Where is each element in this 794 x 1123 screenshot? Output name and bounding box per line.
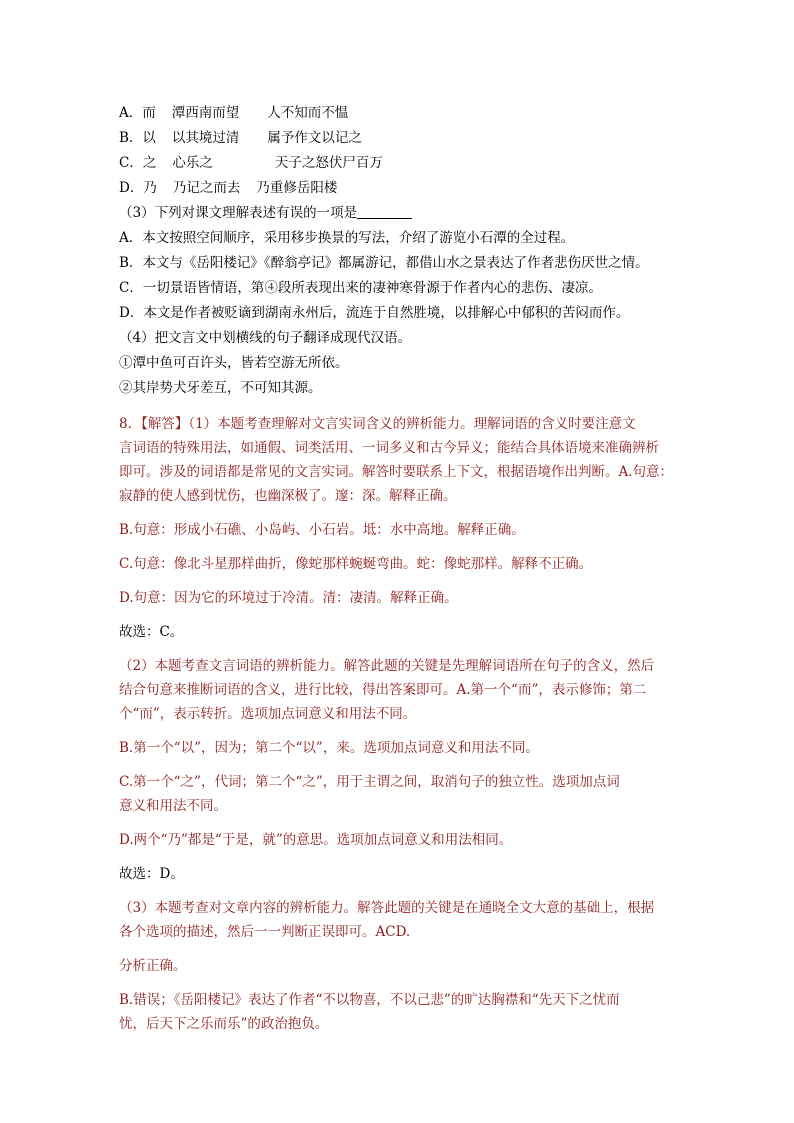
option-b-label: B．以 xyxy=(119,130,156,146)
answer-3-line-3: 分析正确。 xyxy=(119,958,187,974)
answer-2-line-2: 结合句意来推断词语的含义，进行比较，得出答案即可。A.第一个“而”，表示修饰；第二 xyxy=(119,682,647,698)
option-a-label: A．而 xyxy=(119,105,156,121)
answer-2-choice: 故选：D。 xyxy=(119,866,184,882)
question-3-stem xyxy=(119,201,679,225)
option-c-phrase-2: 天子之怒伏尸百万 xyxy=(274,155,383,171)
question-3-option-c: C．一切景语皆情语，第④段所表现出来的凄神寒骨源于作者内心的悲伤、凄凉。 xyxy=(119,280,602,296)
option-d-label: D．乃 xyxy=(119,180,157,196)
option-b xyxy=(119,126,679,150)
answer-1-option-c: C.句意：像北斗星那样曲折，像蛇那样蜿蜒弯曲。蛇：像蛇那样。解释不正确。 xyxy=(119,556,593,572)
answer-1-line-2: 言词语的特殊用法，如通假、词类活用、一词多义和古今异义；能结合具体语境来准确辨析 xyxy=(119,440,659,456)
answer-1-line-1: 8．【解答】（1）本题考查理解对文言实词含义的辨析能力。理解词语的含义时要注意文 xyxy=(119,416,636,432)
answer-blank xyxy=(357,204,412,219)
answer-2-option-b: B.第一个“以”，因为；第二个“以”，来。选项加点词意义和用法不同。 xyxy=(119,740,539,756)
option-d-phrase-2: 乃重修岳阳楼 xyxy=(256,180,338,196)
option-a xyxy=(119,101,679,125)
option-d xyxy=(119,176,679,200)
option-b-phrase-2: 属予作文以记之 xyxy=(267,130,362,146)
question-3-option-d: D．本文是作者被贬谪到湖南永州后，流连于自然胜境，以排解心中郁积的苦闷而作。 xyxy=(119,305,630,321)
question-4-sentence-2: ②其岸势犬牙差互，不可知其源。 xyxy=(119,380,322,396)
answer-3-line-1: （3）本题考查对文章内容的辨析能力。解答此题的关键是在通晓全文大意的基础上，根据 xyxy=(119,900,655,916)
answer-1-option-d: D.句意：因为它的环境过于冷清。清：凄清。解释正确。 xyxy=(119,590,458,606)
option-b-phrase-1: 以其境过清 xyxy=(171,130,240,146)
option-c xyxy=(119,151,679,175)
option-c-label: C．之 xyxy=(119,155,157,171)
answer-1-line-3: 即可。涉及的词语都是常见的文言实词。解答时要联系上下文，根据语境作出判断。A.句意： xyxy=(119,464,674,480)
answer-2-option-d: D.两个“乃”都是“于是，就”的意思。选项加点词意义和用法相同。 xyxy=(119,832,513,848)
answer-1-choice: 故选：C。 xyxy=(119,624,184,640)
answer-1-line-4: 寂静的使人感到忧伤，也幽深极了。邃：深。解释正确。 xyxy=(119,488,457,504)
answer-2-line-1: （2）本题考查文言词语的辨析能力。解答此题的关键是先理解词语所在句子的含义，然后 xyxy=(119,658,655,674)
answer-1-option-b: B.句意：形成小石礁、小岛屿、小石岩。坻：水中高地。解释正确。 xyxy=(119,522,525,538)
answer-3-option-b-line-1: B.错误；《岳阳楼记》表达了作者“不以物喜，不以己悲”的旷达胸襟和“先天下之忧而 xyxy=(119,992,620,1008)
answer-2-line-3: 个“而”，表示转折。选项加点词意义和用法不同。 xyxy=(119,706,417,722)
option-c-phrase-1: 心乐之 xyxy=(172,155,213,171)
option-a-phrase-1: 潭西南而望 xyxy=(171,105,240,121)
question-4-sentence-1: ①潭中鱼可百许头，皆若空游无所依。 xyxy=(119,355,349,371)
option-d-phrase-1: 乃记之而去 xyxy=(172,180,241,196)
question-4-stem: （4）把文言文中划横线的句子翻译成现代汉语。 xyxy=(119,330,412,346)
answer-2-option-c-line-1: C.第一个“之”，代词；第二个“之”，用于主谓之间，取消句子的独立性。选项加点词 xyxy=(119,774,620,790)
question-3-stem-text: （3）下列对课文理解表述有误的一项是 xyxy=(119,205,358,221)
answer-2-option-c-line-2: 意义和用法不同。 xyxy=(119,798,227,814)
question-3-option-a: A．本文按照空间顺序，采用移步换景的写法，介绍了游览小石潭的全过程。 xyxy=(119,230,575,246)
answer-3-line-2: 各个选项的描述，然后一一判断正误即可。ACD. xyxy=(119,924,411,940)
question-3-option-b: B．本文与《岳阳楼记》《醉翁亭记》都属游记，都借山水之景表达了作者悲伤厌世之情。 xyxy=(119,255,649,271)
answer-3-option-b-line-2: 忧，后天下之乐而乐”的政治抱负。 xyxy=(119,1016,329,1032)
option-a-phrase-2: 人不知而不愠 xyxy=(267,105,349,121)
